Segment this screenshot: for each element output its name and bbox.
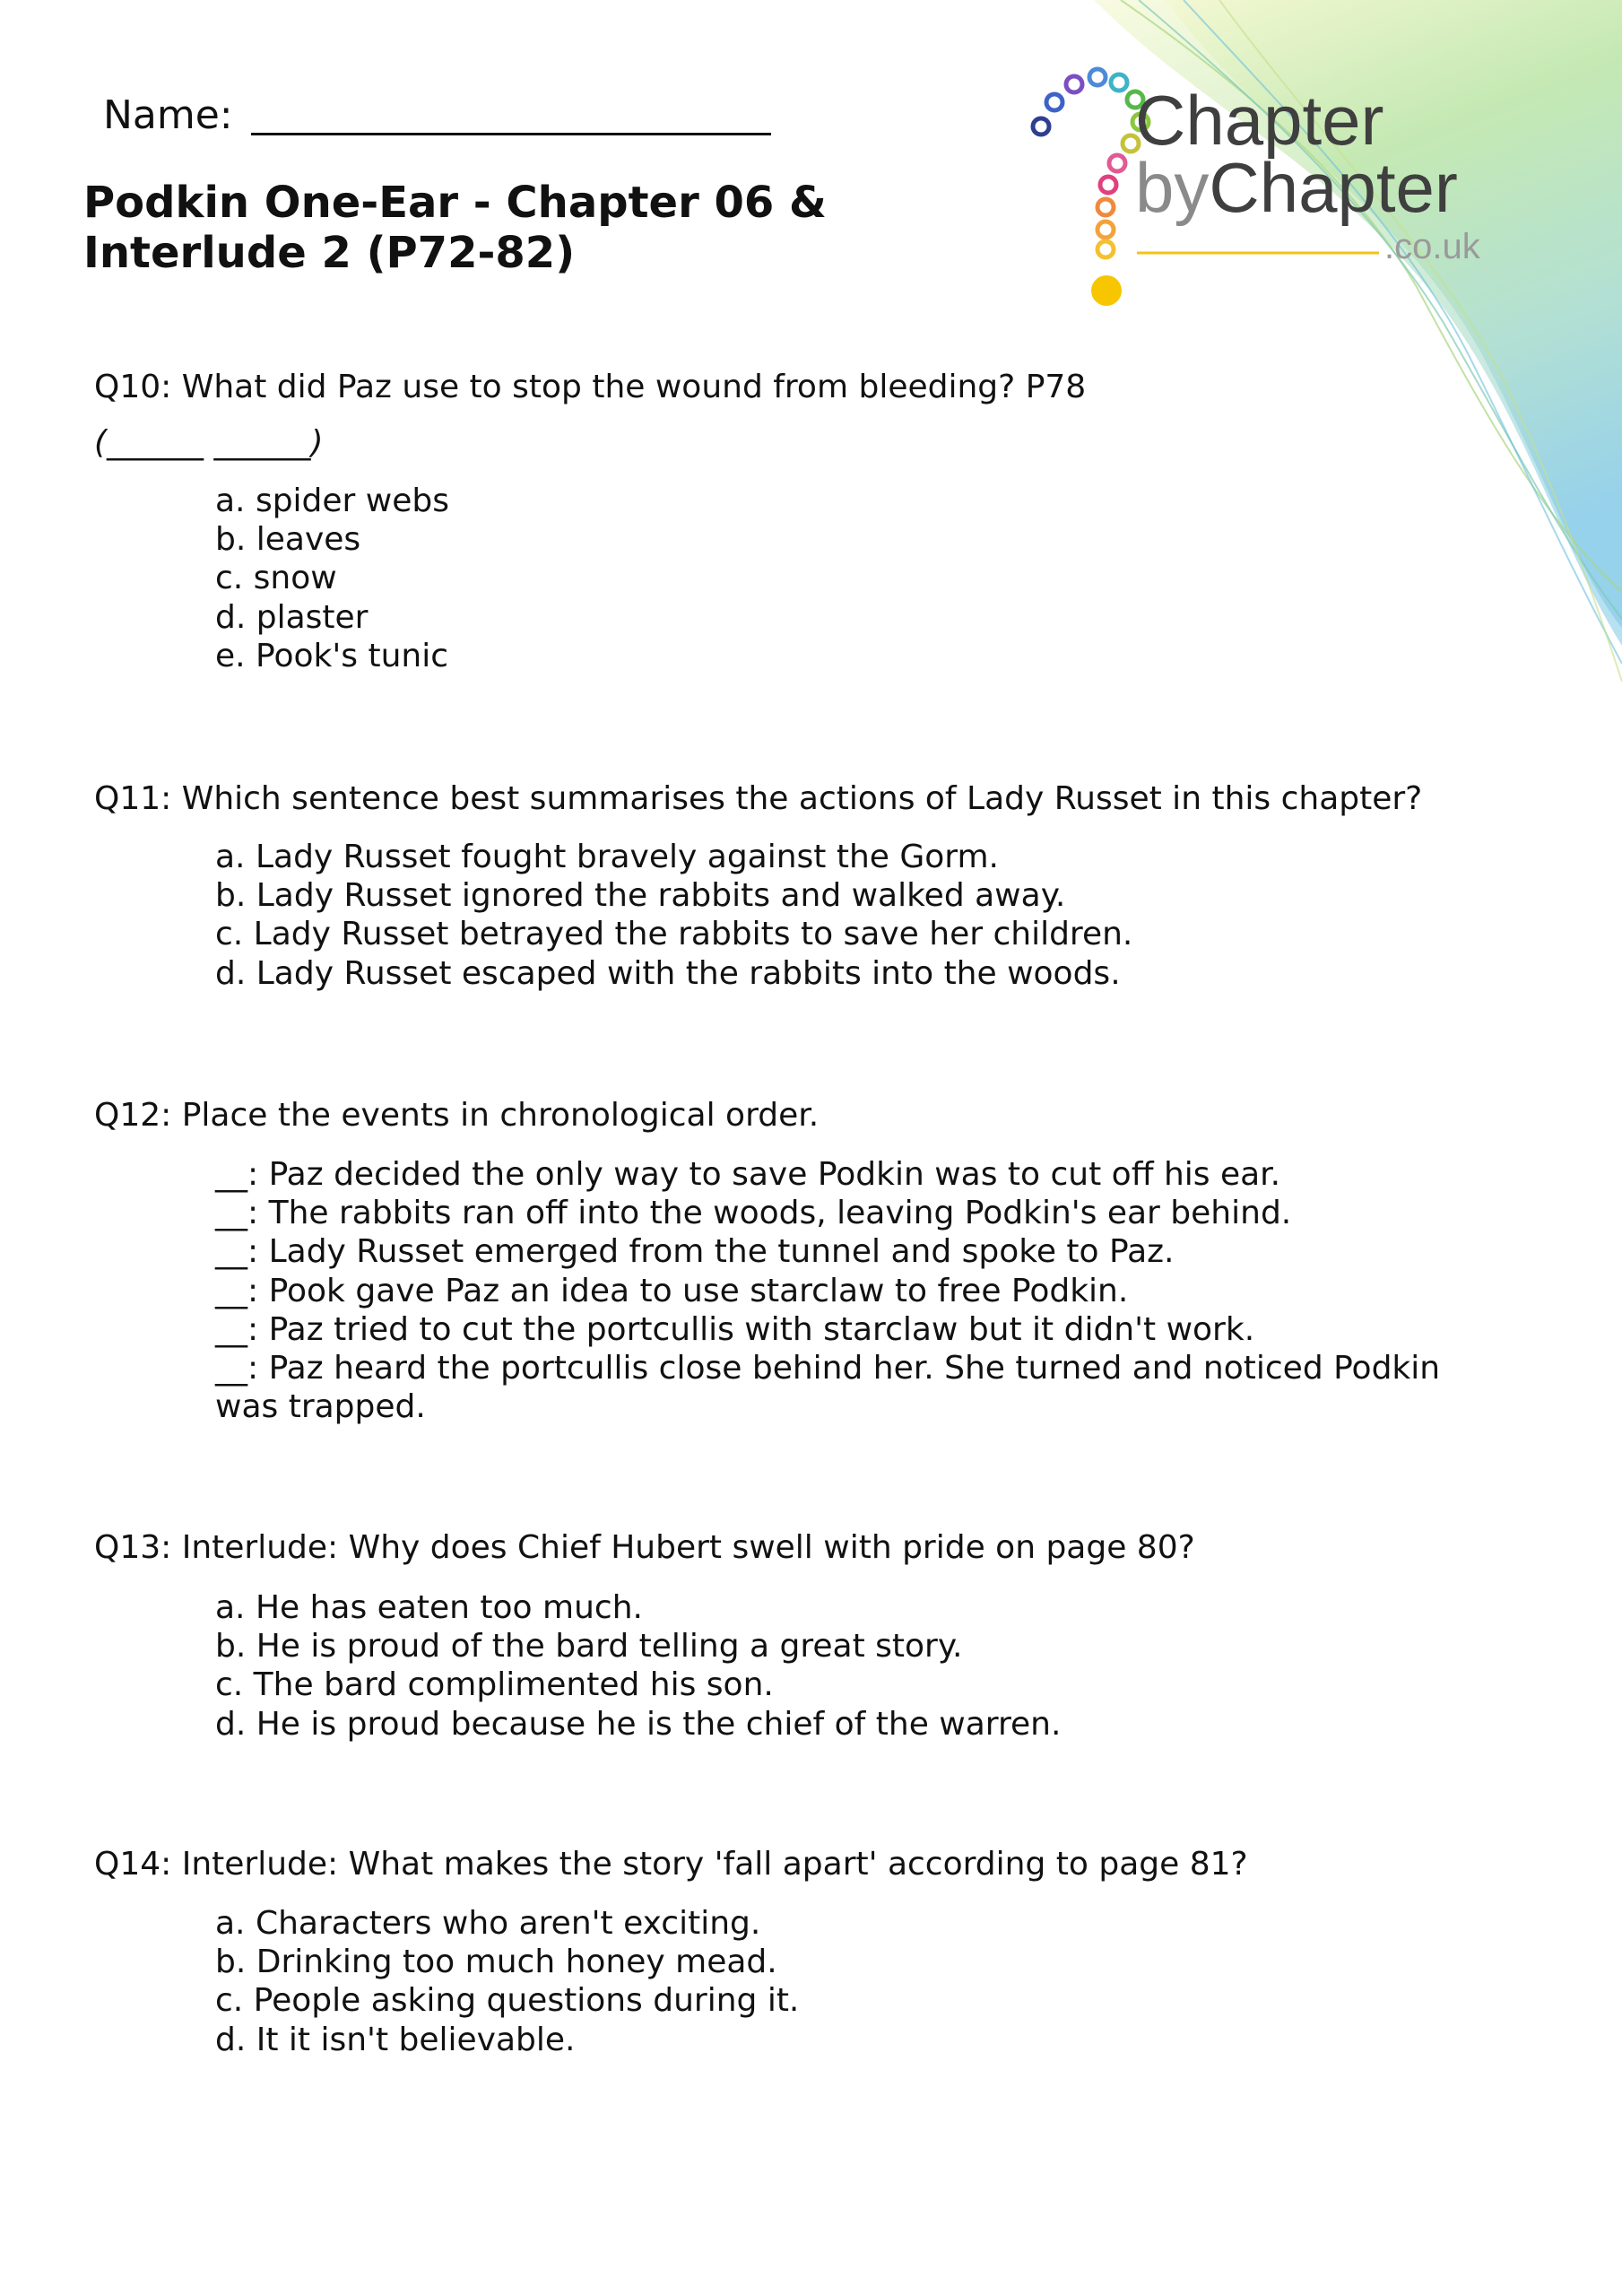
question-prompt-q10: Q10: What did Paz use to stop the wound from bleeding? P78 bbox=[94, 369, 1087, 405]
option-q14-b: b. Drinking too much honey mead. bbox=[215, 1944, 777, 1981]
option-q10-a: a. spider webs bbox=[215, 483, 449, 519]
answer-blank-q10: (______ ______) bbox=[94, 424, 324, 461]
name-label: Name: bbox=[103, 92, 233, 138]
question-prompt-q11: Q11: Which sentence best summarises the actions of Lady Russet in this chapter? bbox=[94, 780, 1423, 817]
option-q10-d: d. plaster bbox=[215, 598, 369, 636]
event-q12-5: __: Paz tried to cut the portcullis with starclaw but it didn't work. bbox=[215, 1310, 1255, 1348]
option-q10-b: b. leaves bbox=[215, 521, 361, 559]
logo-word-bychapter bbox=[1135, 148, 1458, 227]
name-field bbox=[103, 91, 771, 138]
name-blank-line bbox=[251, 91, 771, 135]
event-q12-1: __: Paz decided the only way to save Podkin was to cut off his ear. bbox=[215, 1156, 1281, 1193]
event-q12-4: __: Pook gave Paz an idea to use starclaw to free Podkin. bbox=[215, 1272, 1129, 1309]
option-q13-c: c. The bard complimented his son. bbox=[215, 1666, 774, 1704]
option-q10-c: c. snow bbox=[215, 560, 337, 597]
chapter-by-chapter-logo bbox=[965, 50, 1610, 310]
event-q12-6: __: Paz heard the portcullis close behind her. She turned and noticed Podkin was trapped. bbox=[215, 1350, 1441, 1426]
question-prompt-q13: Q13: Interlude: Why does Chief Hubert swell with pride on page 80? bbox=[94, 1529, 1195, 1566]
question-prompt-q14: Q14: Interlude: What makes the story 'fall apart' according to page 81? bbox=[94, 1846, 1248, 1883]
option-q14-c: c. People asking questions during it. bbox=[215, 1982, 800, 2020]
options-list-q10 bbox=[215, 482, 449, 675]
option-q11-a: a. Lady Russet fought bravely against the Gorm. bbox=[215, 839, 999, 875]
logo-word-chapter-2: Chapter bbox=[1209, 148, 1458, 227]
worksheet-title: Podkin One-Ear - Chapter 06 & Interlude 2 (P72-82) bbox=[83, 178, 827, 278]
events-list-q12 bbox=[215, 1155, 1470, 1426]
option-q11-b: b. Lady Russet ignored the rabbits and walked away. bbox=[215, 877, 1066, 915]
option-q10-e: e. Pook's tunic bbox=[215, 637, 448, 674]
options-list-q13 bbox=[215, 1588, 1061, 1744]
option-q13-b: b. He is proud of the bard telling a great story. bbox=[215, 1628, 963, 1665]
option-q11-c: c. Lady Russet betrayed the rabbits to save her children. bbox=[215, 916, 1133, 953]
event-q12-3: __: Lady Russet emerged from the tunnel and spoke to Paz. bbox=[215, 1233, 1175, 1271]
option-q14-a: a. Characters who aren't exciting. bbox=[215, 1905, 761, 1942]
option-q13-a: a. He has eaten too much. bbox=[215, 1589, 643, 1626]
logo-word-by: by bbox=[1135, 148, 1210, 227]
event-q12-2: __: The rabbits ran off into the woods, leaving Podkin's ear behind. bbox=[215, 1195, 1292, 1232]
logo-domain: .co.uk bbox=[1384, 227, 1480, 266]
option-q11-d: d. Lady Russet escaped with the rabbits into the woods. bbox=[215, 954, 1121, 992]
options-list-q11 bbox=[215, 838, 1132, 993]
logo-word-chapter: Chapter bbox=[1135, 81, 1384, 160]
option-q14-d: d. It it isn't believable. bbox=[215, 2021, 576, 2058]
option-q13-d: d. He is proud because he is the chief of the warren. bbox=[215, 1705, 1062, 1743]
options-list-q14 bbox=[215, 1904, 799, 2059]
question-mark-of-books-icon bbox=[1033, 69, 1149, 306]
question-prompt-q12: Q12: Place the events in chronological order. bbox=[94, 1097, 820, 1134]
